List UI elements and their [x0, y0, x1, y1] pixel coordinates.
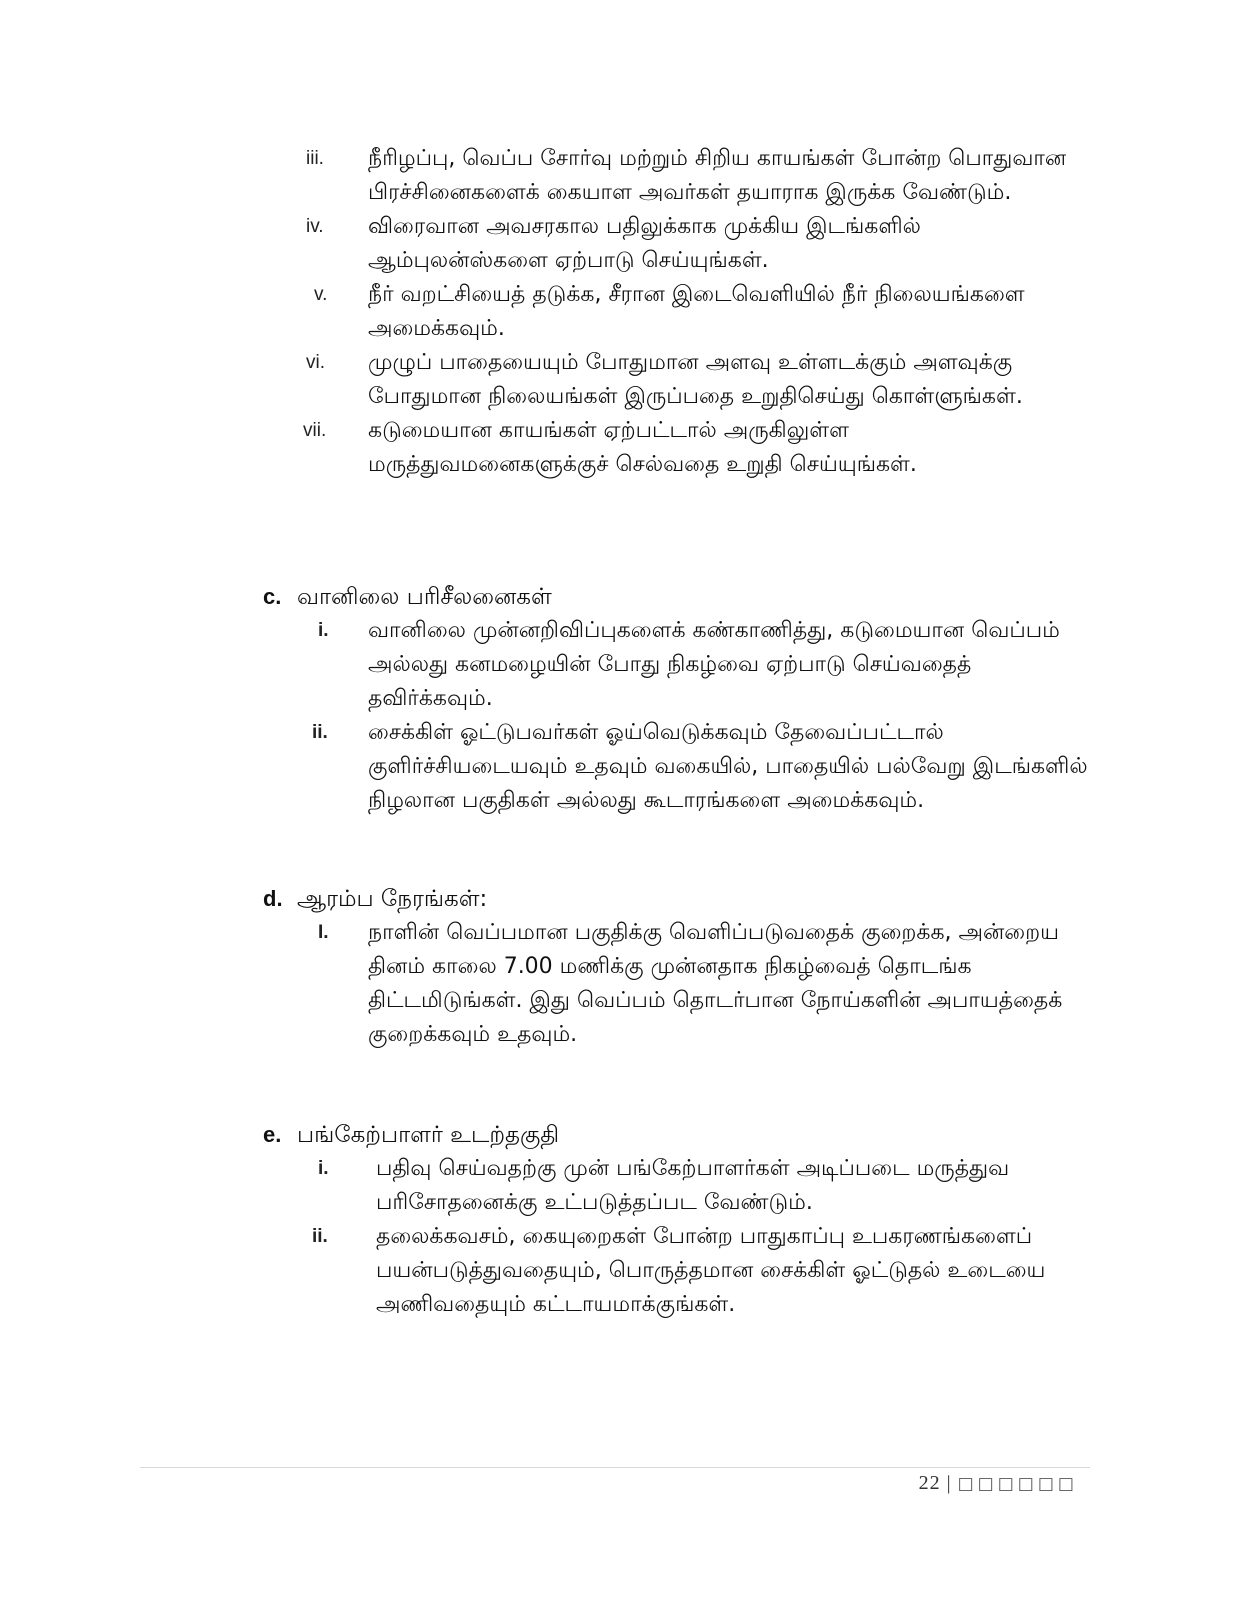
list-item-text: நீர் வறட்சியைத் தடுக்க, சீரான இடைவெளியில் நீர் நிலையங்களை அமைக்கவும்.	[368, 282, 1025, 341]
list-marker: I.	[318, 922, 329, 943]
list-marker: iv.	[306, 216, 324, 237]
list-item	[306, 142, 1088, 210]
section-title: வானிலை பரிசீலனைகள்	[297, 584, 552, 610]
list-item-text: வானிலை முன்னறிவிப்புகளைக் கண்காணித்து, கடுமையான வெப்பம் அல்லது கனமழையின் போது நிகழ்வை ஏற்பாடு செய்வதைத் தவிர்க்கவும்.	[368, 618, 1060, 711]
section-d-list	[306, 916, 1088, 1052]
list-item	[306, 278, 1088, 346]
list-item	[306, 916, 1088, 1052]
list-item	[306, 614, 1088, 716]
list-item-text: நீரிழப்பு, வெப்ப சோர்வு மற்றும் சிறிய காயங்கள் போன்ற பொதுவான பிரச்சினைகளைக் கையாள அவர்கள் தயாராக இருக்க வேண்டும்.	[368, 146, 1067, 205]
section-letter: c.	[263, 584, 282, 609]
list-item-text: தலைக்கவசம், கையுறைகள் போன்ற பாதுகாப்பு உபகரணங்களைப் பயன்படுத்துவதையும், பொருத்தமான சைக்கிள் ஓட்டுதல் உடையை அணிவதையும் கட்டாயமாக்குங்கள்.	[376, 1224, 1046, 1317]
list-marker: ii.	[312, 1226, 328, 1247]
list-marker: i.	[318, 1158, 329, 1179]
footer-missing-glyphs: □□□□□□	[957, 1474, 1078, 1494]
section-c-heading	[263, 580, 552, 614]
list-item	[306, 1152, 1096, 1220]
page-footer	[919, 1472, 1078, 1495]
page-number: 22	[918, 1472, 941, 1494]
list-marker: vii.	[303, 420, 327, 441]
section-c-list	[306, 614, 1088, 818]
list-marker: iii.	[306, 148, 324, 169]
section-e-heading	[263, 1118, 559, 1152]
footer-separator: |	[946, 1472, 952, 1494]
list-item	[306, 716, 1088, 818]
list-item	[303, 414, 1088, 482]
list-item-text: நாளின் வெப்பமான பகுதிக்கு வெளிப்படுவதைக் குறைக்க, அன்றைய தினம் காலை 7.00 மணிக்கு முன்னதாக நிகழ்வைத் தொடங்க திட்டமிடுங்கள். இது வெப்பம் தொடர்பான நோய்களின் அபாயத்தைக் குறைக்கவும் உதவும்.	[368, 920, 1063, 1047]
list-item	[306, 1220, 1096, 1322]
section-title: பங்கேற்பாளர் உடற்தகுதி	[297, 1122, 560, 1148]
list-item	[306, 346, 1088, 414]
list-marker: ii.	[312, 722, 328, 743]
list-item-text: முழுப் பாதையையும் போதுமான அளவு உள்ளடக்கும் அளவுக்கு போதுமான நிலையங்கள் இருப்பதை உறுதிசெய்து கொள்ளுங்கள்.	[368, 350, 1023, 409]
section-title: ஆரம்ப நேரங்கள்:	[297, 886, 488, 912]
section-d-heading	[263, 882, 487, 916]
list-item-text: கடுமையான காயங்கள் ஏற்பட்டால் அருகிலுள்ள மருத்துவமனைகளுக்குச் செல்வதை உறுதி செய்யுங்கள்.	[368, 418, 917, 477]
list-item	[306, 210, 1088, 278]
list-item-text: பதிவு செய்வதற்கு முன் பங்கேற்பாளர்கள் அடிப்படை மருத்துவ பரிசோதனைக்கு உட்படுத்தப்பட வேண்டும்.	[376, 1156, 1010, 1215]
list-marker: vi.	[306, 352, 325, 373]
list-marker: v.	[314, 284, 328, 305]
list-item-text: சைக்கிள் ஓட்டுபவர்கள் ஓய்வெடுக்கவும் தேவைப்பட்டால் குளிர்ச்சியடையவும் உதவும் வகையில், பாதையில் பல்வேறு இடங்களில் நிழலான பகுதிகள் அல்லது கூடாரங்களை அமைக்கவும்.	[368, 720, 1088, 813]
list-item-text: விரைவான அவசரகால பதிலுக்காக முக்கிய இடங்களில் ஆம்புலன்ஸ்களை ஏற்பாடு செய்யுங்கள்.	[368, 214, 921, 273]
section-e-list	[306, 1152, 1096, 1322]
section-letter: e.	[263, 1122, 282, 1147]
footer-divider	[140, 1467, 1090, 1468]
list-b-continued	[303, 142, 1088, 482]
list-marker: i.	[318, 620, 329, 641]
section-letter: d.	[263, 886, 283, 911]
